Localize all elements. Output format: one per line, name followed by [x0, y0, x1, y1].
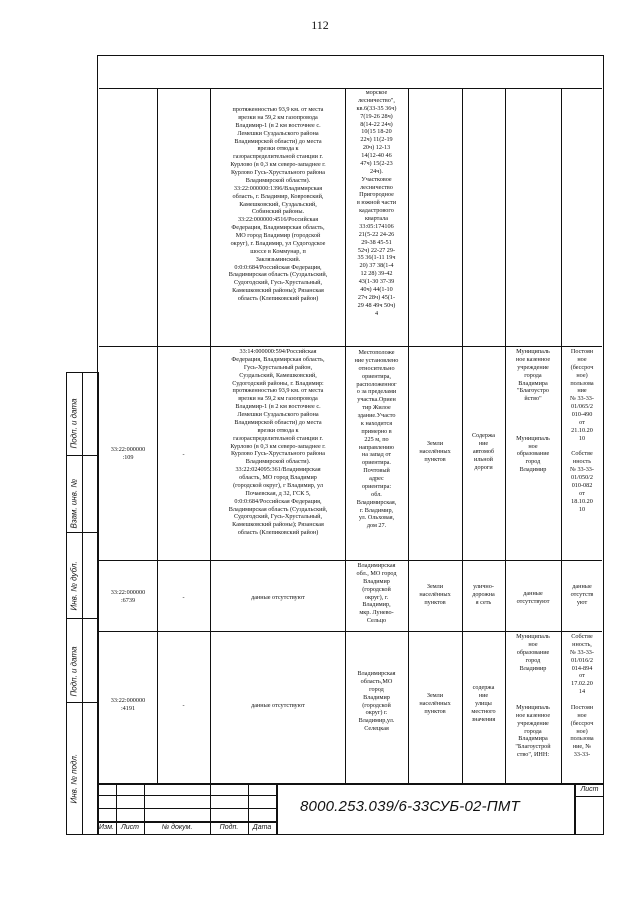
row-dash: - — [182, 451, 185, 458]
table-line — [210, 88, 211, 783]
row-rights-holder: данные отсутствуют — [516, 590, 550, 605]
sheet-label: Лист — [580, 786, 599, 793]
row-permitted-use: Содержа ние автомоб ильной дороги — [471, 432, 496, 471]
page-number: 112 — [311, 18, 329, 32]
row-cadastral-id: 33:22:000000 :4191 — [110, 697, 146, 712]
col-change: Изм. — [99, 824, 114, 831]
col-doc-number: № докум. — [161, 824, 193, 831]
row-description: протяженностью 93,9 км. от места врезки на 59,2 км газопровода Владимир-1 (в 2 км восточнее с. Лемешки Суздальского района Владимирской области) до места врезки отвода к газораспределительной станции г. Курлово (в 0,3 км северо-западнее г. Курлово Гусь-Хрустального района Владимирской области). 33:22:000000:1396/Владимирская область, г. Владимир, Ковровский, Камешковский, Суздальский, Собинский районы. 33:22:000000:4516/Российская Федерация, Владимирская область, МО город Владимир (городской округ), г. Владимир, ул Судогодское шоссе в Коммунар, п Заклязьминский. 0:0:0:684/Российская Федерация, Владимирская область (Суздальский, Судогодский, Гусь-Хрустальный, Камешковский районы); Рязанская область (Клепиковский район) — [228, 106, 328, 302]
row-right-type: Постоян ное (бессроч ное) пользова ние № 33-33- 01/065/2 010-490 от 21.10.20 10 Собстве нность № 33-33- 01/050/2 010-082 от 18.10.20 10 — [570, 348, 594, 513]
table-line — [408, 88, 409, 783]
stamp-approved-date-2: Подп. и дата — [69, 646, 79, 697]
row-dash: - — [182, 594, 185, 601]
document-code: 8000.253.039/6-33СУБ-02-ПМТ — [300, 798, 520, 815]
title-block-top — [97, 783, 604, 785]
row-rights-holder: Муниципаль ное казенное учреждение города Владимира "Благоустро йство" Муниципаль ное образование город Владимир — [515, 348, 551, 474]
row-location: Владимирская область,МО город Владимир (городской округ) г. Владимир,ул. Селецкая — [357, 670, 396, 733]
row-location: Владимирская обл., МО город Владимир (городской округ), г. Владимир, мкр. Лунево- Сельцо — [356, 562, 397, 625]
row-location: морское лесничество", кв.6(33-35 36ч) 7(19-26 28ч) 8(14-22 24ч) 10(15 18-20 22ч) 11(2-19 20ч) 12-13 14(12-40 46 47ч) 15(2-23 24ч). Участковое лесничество Пригородное в южной части кадастрового квартала 33:05:174106 21(5-22 24-26 29-38 45-51 52ч) 22-27 29- 35 36(1-11 19ч 20) 37 38(1-4 12 28) 39-42 43(1-30 37-39 40ч) 44(1-10 27ч 28ч) 45(1- 29 48 49ч 50ч) 4 — [356, 89, 397, 317]
stamp-inv-orig: Инв. № подл. — [69, 753, 79, 804]
row-rights-holder: Муниципаль ное образование город Владимир Муниципаль ное казенное учреждение города Владимира "Благоустрой ство", ИНН: — [515, 633, 551, 759]
title-block-line — [97, 808, 276, 809]
row-right-type: данные отсутств уют — [570, 583, 594, 606]
stamp-inv-replace: Взам. инв. № — [69, 479, 79, 529]
table-line — [157, 88, 158, 783]
col-signature: Подп. — [219, 824, 239, 831]
row-description: 33:14:000000:594/Российская Федерация, Владимирская область, Гусь-Хрустальный район, Суздальский, Камешковский, Судогодский районы, г. Владимир: протяженностью 93,9 км. от места врезки на 59,2 км газопровода Владимир-1 (в 2 км восточнее с. Лемешки Суздальского района Владимирской области) до места врезки отвода к газораспределительной станции г. Курлово (в 0,3 км северо-западнее г. Курлово Гусь-Хрустального района Владимирской области). 33:22:024095:361/Владимирская область, МО город Владимир (городской округ), г Владимир, ул Почаевская, д 32, ГСК 5, 0:0:0:684/Российская Федерация, Владимирская область (Суздальский, Судогодский, Гусь-Хрустальный, Камешковский районы); Рязанская область (Клепиковский район) — [228, 348, 328, 537]
stamp-inv-dup: Инв. № дубл. — [69, 561, 79, 611]
table-line — [99, 346, 602, 347]
title-block-line — [276, 783, 278, 835]
table-line — [99, 631, 602, 632]
row-dash: - — [182, 702, 185, 709]
row-land-category: Земли населённых пунктов — [419, 440, 451, 463]
table-line — [99, 560, 602, 561]
row-land-category: Земли населённых пунктов — [419, 692, 451, 715]
row-cadastral-id: 33:22:000000 :109 — [110, 446, 146, 461]
row-right-type: Собстве нность, № 33-33- 01/016/2 014-894 от 17.02.20 14 Постоян ное (бессроч ное) пользова ние, № 33-33- — [570, 633, 594, 759]
row-permitted-use: содержа ние улицы местного значения — [471, 684, 496, 723]
title-block-line — [574, 796, 604, 797]
row-location: Местоположе ние установлено относительно ориентира, расположенног о за пределами участка.Ориен тир Жилое здание.Участо к находится примерно в 225 м, по направлению на запад от ориентира. Почтовый адрес ориентира: обл. Владимирская, г. Владимир, ул. Ольховая, дом 27. — [354, 349, 399, 530]
title-block-line — [97, 795, 276, 796]
row-land-category: Земли населённых пунктов — [419, 583, 451, 606]
stamp-approved-date: Подп. и дата — [69, 398, 79, 449]
row-permitted-use: улично- дорожна я сеть — [472, 583, 495, 606]
col-sheet: Лист — [120, 824, 140, 831]
col-date: Дата — [252, 824, 272, 831]
row-cadastral-id: 33:22:000000 :6739 — [110, 589, 146, 604]
stamp-inner-line — [82, 372, 83, 835]
row-description: данные отсутствуют — [251, 594, 305, 601]
title-block-line — [97, 821, 276, 823]
row-description: данные отсутствуют — [251, 702, 305, 709]
